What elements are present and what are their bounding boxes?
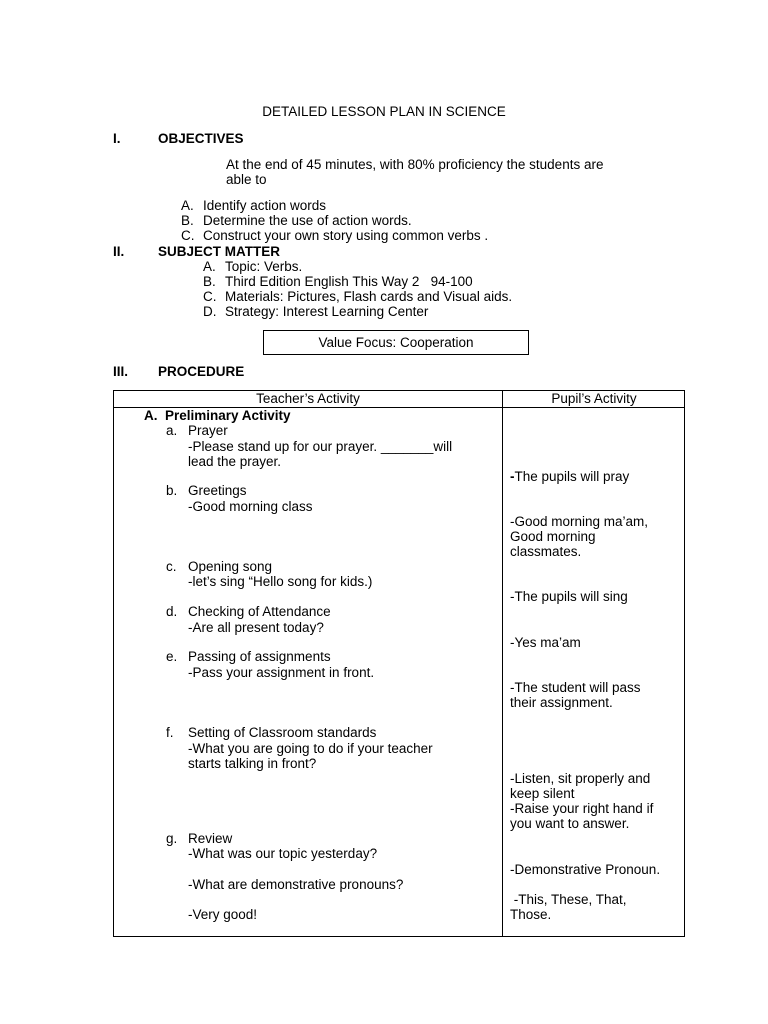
item-title-opening-song: Opening song	[188, 559, 273, 574]
section-numeral-objectives: I.	[113, 131, 121, 146]
teacher-line: -Please stand up for our prayer. _______will	[188, 439, 453, 454]
pupil-line: Good morning	[510, 529, 596, 544]
teacher-line: -What was our topic yesterday?	[188, 846, 378, 861]
pupil-activity-header: Pupil’s Activity	[551, 391, 637, 406]
pupil-line: -Demonstrative Pronoun.	[510, 862, 661, 877]
pupil-line: -Good morning ma’am,	[510, 514, 649, 529]
pupil-response-pray: -The pupils will pray	[510, 469, 630, 484]
teacher-line: -Very good!	[188, 907, 258, 922]
item-marker: b.	[166, 483, 178, 498]
section-heading-procedure: PROCEDURE	[158, 364, 245, 379]
teacher-line: -let’s sing “Hello song for kids.)	[188, 574, 373, 589]
item-title-assignments: Passing of assignments	[188, 649, 331, 664]
pupil-line: classmates.	[510, 544, 582, 559]
objective-item: C. Construct your own story using common verbs .	[181, 228, 489, 243]
item-marker: a.	[166, 423, 178, 438]
value-focus-box	[263, 330, 529, 355]
teacher-activity-header: Teacher’s Activity	[256, 391, 360, 406]
procedure-table	[113, 390, 685, 937]
pupil-line: -Raise your right hand if	[510, 801, 654, 816]
subject-matter-item: B. Third Edition English This Way 2 94-100	[203, 274, 473, 289]
teacher-line: lead the prayer.	[188, 454, 282, 469]
item-title-greetings: Greetings	[188, 483, 247, 498]
item-title-prayer: Prayer	[188, 423, 228, 438]
section-heading-subject-matter: SUBJECT MATTER	[158, 244, 281, 259]
subject-matter-item: D. Strategy: Interest Learning Center	[203, 304, 429, 319]
pupil-line: -Yes ma’am	[510, 635, 581, 650]
item-marker: d.	[166, 604, 178, 619]
item-marker: e.	[166, 649, 178, 664]
pupil-line: -This, These, That,	[510, 892, 627, 907]
pupil-line: you want to answer.	[510, 816, 630, 831]
pupil-line: -The student will pass	[510, 680, 641, 695]
preliminary-activity-heading: Preliminary Activity	[165, 408, 291, 423]
subject-matter-item: A. Topic: Verbs.	[203, 259, 303, 274]
item-title-attendance: Checking of Attendance	[188, 604, 331, 619]
column-divider	[502, 391, 503, 936]
value-focus-text: Value Focus: Cooperation	[318, 335, 474, 350]
teacher-line: starts talking in front?	[188, 756, 317, 771]
objectives-intro-line2: able to	[226, 172, 267, 187]
item-marker: g.	[166, 831, 178, 846]
document-title: DETAILED LESSON PLAN IN SCIENCE	[262, 104, 506, 119]
item-marker: f.	[166, 725, 174, 740]
section-numeral-subject-matter: II.	[113, 244, 125, 259]
teacher-line: -Good morning class	[188, 499, 313, 514]
teacher-line: -What you are going to do if your teacher	[188, 741, 433, 756]
objectives-intro-line1: At the end of 45 minutes, with 80% proficiency the students are	[226, 157, 604, 172]
teacher-line: -Are all present today?	[188, 620, 324, 635]
pupil-line: their assignment.	[510, 695, 613, 710]
item-title-classroom-standards: Setting of Classroom standards	[188, 725, 377, 740]
pupil-line: keep silent	[510, 786, 575, 801]
objective-item: A. Identify action words	[181, 198, 327, 213]
pupil-line: Those.	[510, 907, 552, 922]
item-marker: c.	[166, 559, 177, 574]
item-title-review: Review	[188, 831, 233, 846]
teacher-line: -Pass your assignment in front.	[188, 665, 375, 680]
pupil-line: -Listen, sit properly and	[510, 771, 651, 786]
subheading-letter: A.	[144, 408, 158, 423]
teacher-line: -What are demonstrative pronouns?	[188, 877, 404, 892]
subject-matter-item: C. Materials: Pictures, Flash cards and Visual aids.	[203, 289, 513, 304]
section-heading-objectives: OBJECTIVES	[158, 131, 244, 146]
pupil-line: -The pupils will sing	[510, 589, 628, 604]
section-numeral-procedure: III.	[113, 364, 129, 379]
objective-item: B. Determine the use of action words.	[181, 213, 412, 228]
